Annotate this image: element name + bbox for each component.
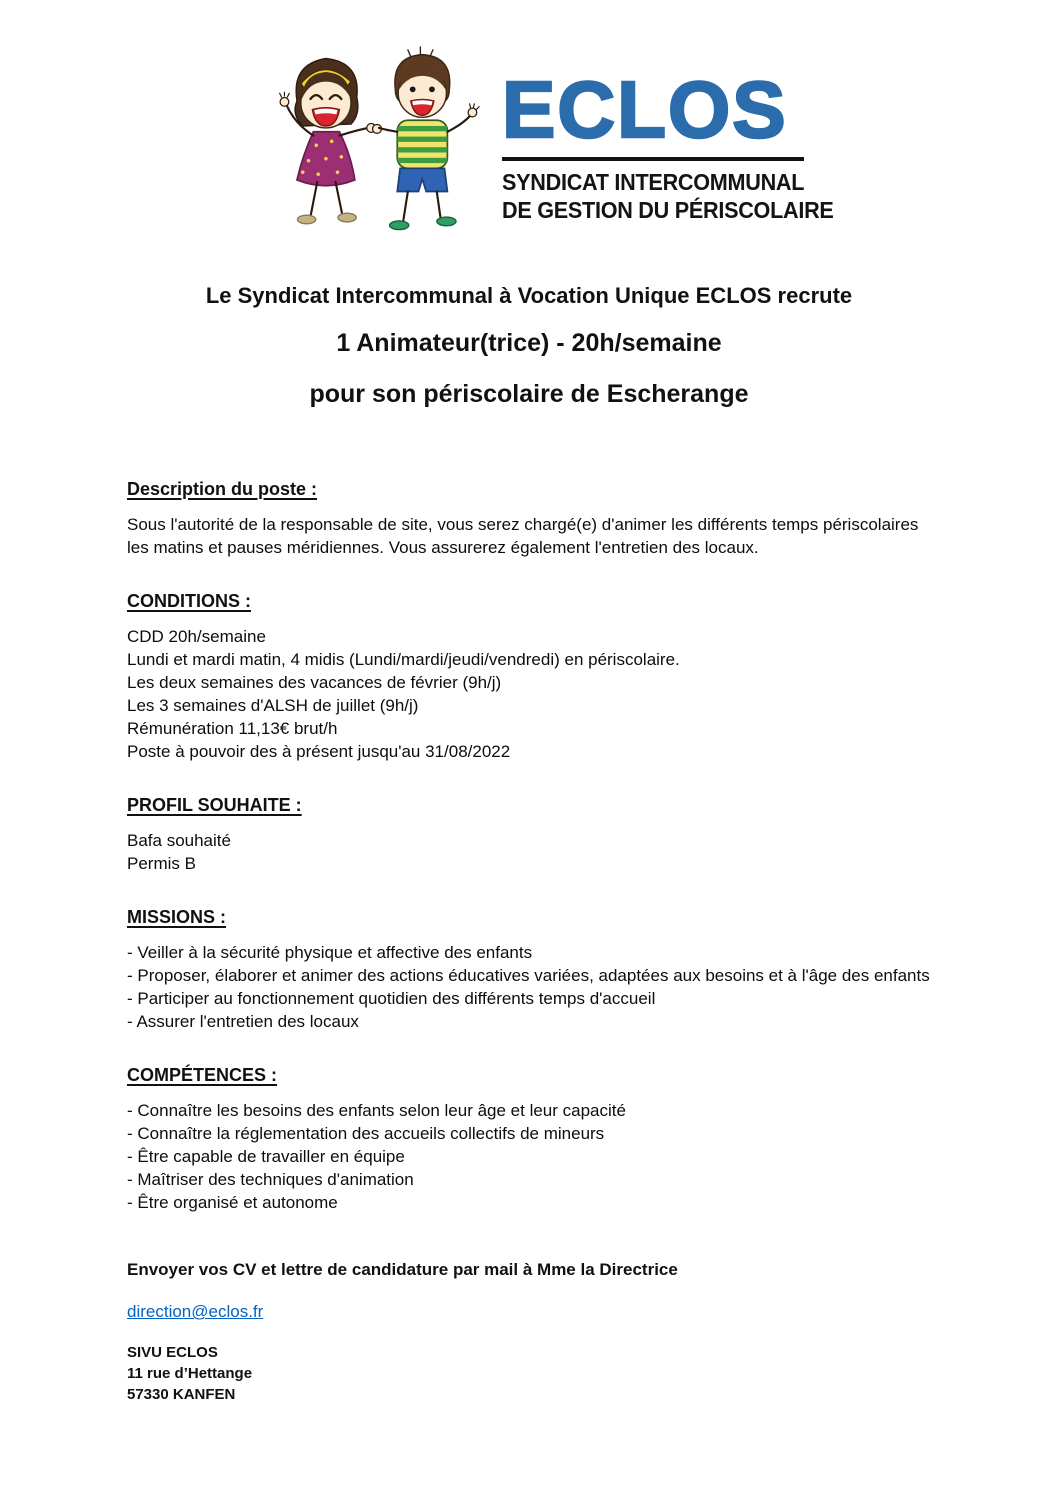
document-body [127, 479, 942, 1405]
condition-line: Poste à pouvoir des à présent jusqu'au 31/08/2022 [127, 742, 511, 761]
section-profil [127, 795, 942, 875]
address-org: SIVU ECLOS [127, 1344, 218, 1361]
title-position: 1 Animateur(trice) - 20h/semaine [336, 329, 722, 357]
boy-figure [379, 47, 479, 230]
competence-item: - Connaître les besoins des enfants selon leur âge et leur capacité [127, 1101, 626, 1120]
children-illustration-icon [266, 45, 488, 233]
email-link[interactable]: direction@eclos.fr [127, 1302, 264, 1321]
section-missions [127, 907, 942, 1033]
section-heading-description: Description du poste : [127, 479, 318, 499]
logo-text [502, 65, 834, 224]
logo-subtitle-line2: DE GESTION DU PÉRISCOLAIRE [502, 196, 834, 223]
condition-line: Rémunération 11,13€ brut/h [127, 719, 338, 738]
mission-item: - Proposer, élaborer et animer des actions éducatives variées, adaptées aux besoins et à l'âge des enfants [127, 966, 930, 985]
section-heading-profil: PROFIL SOUHAITE : [127, 795, 302, 815]
section-competences [127, 1065, 942, 1214]
title-recruiting: Le Syndicat Intercommunal à Vocation Unique ECLOS recrute [205, 283, 853, 308]
section-heading-missions: MISSIONS : [127, 907, 227, 927]
profil-line: Permis B [127, 854, 196, 873]
address-street: 11 rue d’Hettange [127, 1365, 253, 1382]
competence-item: - Connaître la réglementation des accueils collectifs de mineurs [127, 1124, 605, 1143]
postal-address [127, 1342, 942, 1405]
section-conditions [127, 591, 942, 763]
logo-divider [502, 157, 804, 161]
girl-figure [280, 58, 369, 223]
competence-item: - Maîtriser des techniques d'animation [127, 1170, 414, 1189]
mission-item: - Participer au fonctionnement quotidien des différents temps d'accueil [127, 989, 656, 1008]
brand-wordmark: ECLOS [502, 65, 788, 154]
profil-line: Bafa souhaité [127, 831, 231, 850]
condition-line: CDD 20h/semaine [127, 627, 266, 646]
logo-subtitle-line1: SYNDICAT INTERCOMMUNAL [502, 168, 805, 195]
condition-line: Lundi et mardi matin, 4 midis (Lundi/mardi/jeudi/vendredi) en périscolaire. [127, 650, 680, 669]
competence-item: - Être organisé et autonome [127, 1193, 338, 1212]
mission-item: - Veiller à la sécurité physique et affective des enfants [127, 943, 533, 962]
section-heading-competences: COMPÉTENCES : [127, 1065, 278, 1085]
application-instructions: Envoyer vos CV et lettre de candidature par mail à Mme la Directrice [127, 1260, 678, 1279]
logo [266, 45, 1058, 233]
condition-line: Les deux semaines des vacances de février (9h/j) [127, 673, 502, 692]
title-location: pour son périscolaire de Escherange [309, 380, 749, 408]
section-description [127, 479, 942, 559]
address-city: 57330 KANFEN [127, 1386, 236, 1403]
description-paragraph: Sous l'autorité de la responsable de site, vous serez chargé(e) d'animer les différents temps périscolaires les matins et pauses méridiennes. Vous assurerez également l'entretien des locaux. [127, 515, 919, 557]
competence-item: - Être capable de travailler en équipe [127, 1147, 405, 1166]
section-heading-conditions: CONDITIONS : [127, 591, 251, 611]
mission-item: - Assurer l'entretien des locaux [127, 1012, 359, 1031]
condition-line: Les 3 semaines d'ALSH de juillet (9h/j) [127, 696, 419, 715]
document-titles [0, 283, 1058, 409]
